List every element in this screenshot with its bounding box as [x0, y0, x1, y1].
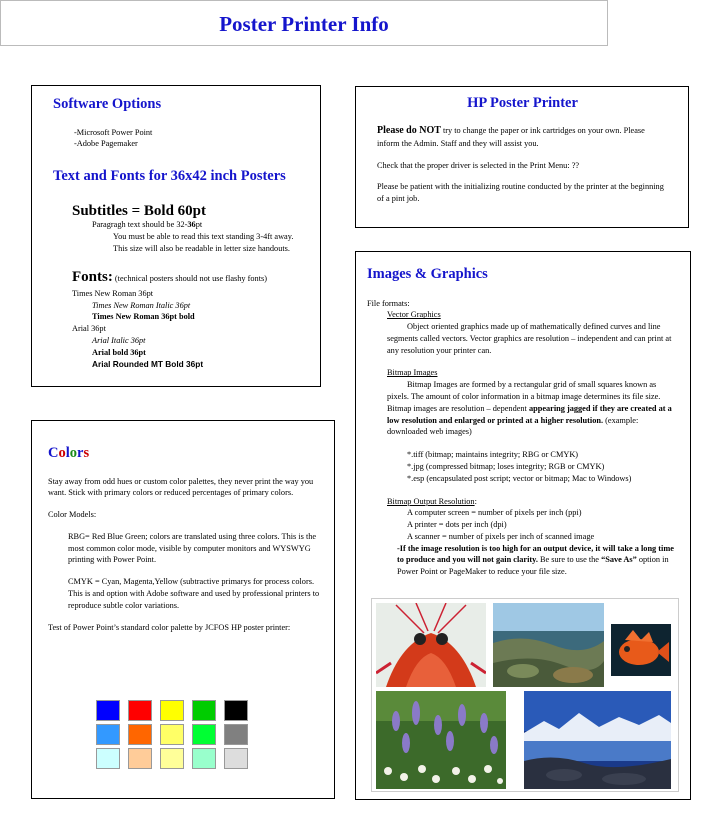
palette-swatch: [192, 748, 216, 769]
images-panel: [355, 251, 691, 800]
font-arial-italic: Arial Italic 36pt: [92, 335, 146, 345]
palette-swatch: [128, 724, 152, 745]
readability-note-1: You must be able to read this text standing 3-4ft away.: [113, 232, 294, 241]
paragraph-size-pre: Paragragh text should be 32-: [92, 220, 188, 230]
hp-warning-bold: Please do NOT: [377, 124, 441, 136]
vector-text: Object oriented graphics made up of mathematically defined curves and line segments called vectors. Vector graphics are resolution – independent and can print at any resolution your printer can.: [387, 322, 672, 355]
fonts-heading: Text and Fonts for 36x42 inch Posters: [53, 168, 286, 185]
software-item: -Adobe Pagemaker: [74, 139, 138, 149]
hp-heading: HP Poster Printer: [467, 95, 578, 111]
colors-heading-letter: l: [65, 445, 70, 461]
palette-swatch: [128, 700, 152, 721]
resolution-warning-text2: option in Power Point or PageMaker to reduce your file size.: [397, 555, 669, 577]
format-list: [367, 449, 680, 484]
format-item: *.jpg (compressed bitmap; loses integrity; RGB or CMYK): [407, 461, 605, 471]
output-item: A printer = dots per inch (dpi): [407, 520, 507, 530]
palette-test-note: Test of Power Point’s standard color palette by JCFOS HP poster printer:: [48, 622, 291, 632]
save-as-quote: “Save As”: [601, 555, 637, 565]
bitmap-title: Bitmap Images: [387, 368, 438, 378]
hp-printer-panel: [355, 86, 689, 228]
subtitles-heading: Subtitles = Bold 60pt: [72, 202, 206, 219]
font-tnr: Times New Roman 36pt: [72, 288, 154, 298]
font-arial-bold: Arial bold 36pt: [92, 347, 146, 357]
palette-swatch: [192, 724, 216, 745]
hp-warning-text: try to change the paper or ink cartridges on your own. Please inform the Admin. Staff and they will assist you.: [377, 125, 645, 148]
format-item: *.esp (encapsulated post script; vector or bitmap; Mac to Windows): [407, 473, 632, 483]
palette-swatch: [224, 724, 248, 745]
software-panel: [31, 85, 321, 387]
resolution-warning-text1: Be sure to use the: [537, 555, 602, 565]
font-tnr-bold: Times New Roman 36pt bold: [92, 312, 195, 322]
fonts-label: Fonts:: [72, 268, 113, 285]
software-item: -Microsoft Power Point: [74, 127, 153, 137]
software-list: [53, 127, 320, 151]
palette-swatch: [128, 748, 152, 769]
paragraph-size-bold: 36: [187, 220, 196, 230]
colors-heading: [48, 443, 322, 464]
palette-swatch: [96, 724, 120, 745]
software-heading: Software Options: [53, 96, 162, 112]
palette-swatch: [160, 724, 184, 745]
resolution-warning: [367, 543, 680, 578]
tidepool-photo: [493, 603, 604, 687]
colors-heading-letter: r: [77, 445, 84, 461]
font-arial: Arial 36pt: [72, 324, 106, 334]
color-models-label: Color Models:: [48, 510, 97, 520]
colors-heading-letter: o: [58, 445, 66, 461]
palette-swatch: [224, 748, 248, 769]
fonts-line: [53, 267, 320, 288]
output-item: A computer screen = number of pixels per inch (ppi): [407, 508, 582, 518]
palette-swatch: [192, 700, 216, 721]
palette-swatch: [224, 700, 248, 721]
hp-warning: [377, 124, 668, 150]
paragraph-size-post: pt: [195, 220, 203, 230]
bitmap-text: Bitmap Images are formed by a rectangular grid of small squares known as pixels. The amount of color information in a bitmap image determines its file size. Bitmap images are resolution – dependent: [387, 380, 661, 413]
output-item: A scanner = number of pixels per inch of scanned image: [407, 531, 595, 541]
resolution-warning-bold: -If the image resolution is too high for an output device, it will take a long time to produce and you will not gain clarity.: [397, 543, 674, 565]
palette-swatch: [96, 700, 120, 721]
colors-intro: Stay away from odd hues or custom color palettes, they never print the way you want. Stick with primary colors or reduced percentages of primary colors.: [48, 476, 314, 498]
output-title: Bitmap Output Resolution: [387, 496, 475, 506]
vector-title: Vector Graphics: [387, 310, 441, 320]
readability-note-2: This size will also be readable in letter size handouts.: [113, 243, 290, 253]
output-title-line: [367, 496, 680, 508]
colors-heading-letter: C: [48, 445, 59, 461]
font-tnr-italic: Times New Roman Italic 36pt: [92, 300, 191, 310]
output-colon: :: [474, 496, 477, 506]
page-title: Poster Printer Info: [219, 12, 389, 36]
bitmap-text-block: [367, 379, 680, 438]
palette-swatch: [160, 748, 184, 769]
fish-photo: [611, 624, 671, 676]
shrimp-photo: [376, 603, 486, 687]
bitmap-warning: appearing jagged if they are created at a low resolution and enlarged or printed at a higher resolution.: [387, 403, 672, 425]
colors-heading-letter: o: [69, 445, 78, 461]
hp-driver-note: Check that the proper driver is selected in the Print Menu: ??: [377, 160, 580, 170]
format-item: *.tiff (bitmap; maintains integrity; RBG or CMYK): [407, 450, 579, 460]
file-formats-label: File formats:: [367, 298, 410, 308]
images-heading: Images & Graphics: [367, 266, 488, 282]
fonts-note: (technical posters should not use flashy fonts): [114, 273, 268, 283]
title-banner: [0, 0, 608, 46]
hp-patience-note: Please be patient with the initializing routine conducted by the printer at the beginning of a pint job.: [377, 182, 664, 204]
palette-swatch: [160, 700, 184, 721]
colors-panel: [31, 420, 335, 799]
photo-collage: [371, 598, 679, 792]
palette-swatch: [96, 748, 120, 769]
flowers-photo: [376, 691, 506, 789]
rbg-model: RBG= Red Blue Green; colors are translated using three colors. This is the most common color mode, visible by computer monitors and WYSWYG printing with Power Point.: [68, 531, 317, 565]
colors-heading-letter: s: [83, 445, 90, 461]
lake-photo: [524, 691, 671, 789]
paragraph-size: [53, 219, 320, 231]
font-arial-rounded: Arial Rounded MT Bold 36pt: [92, 358, 204, 369]
bitmap-example: (example: downloaded web images): [387, 415, 639, 437]
vector-text-block: [367, 321, 680, 356]
cmyk-model: CMYK = Cyan, Magenta,Yellow (subtractive primarys for process colors. This is and option with Adobe software and used by professional printers to reproduce subtle color variations.: [68, 577, 320, 610]
